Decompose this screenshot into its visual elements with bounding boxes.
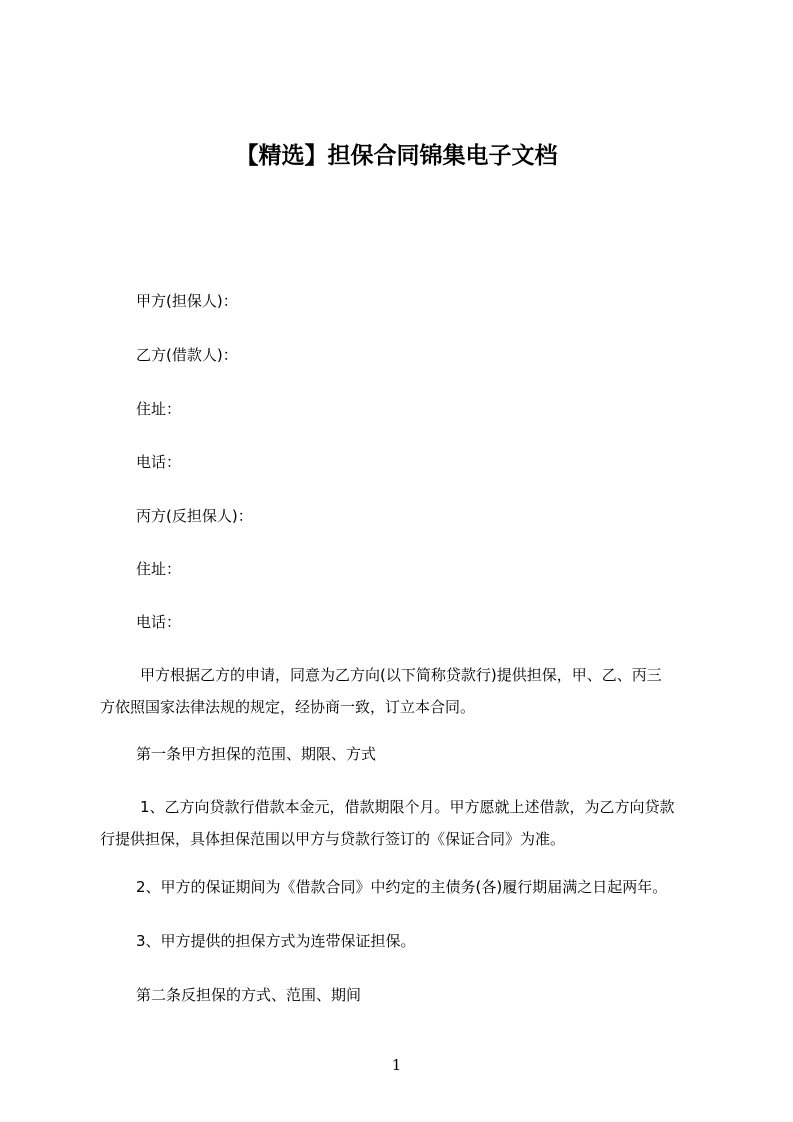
page-number: 1 xyxy=(391,1056,402,1074)
paragraph-line: 方依照国家法律法规的规定，经协商一致，订立本合同。 xyxy=(100,698,476,716)
paragraph-line: 1、乙方向贷款行借款本金元，借款期限个月。甲方愿就上述借款，为乙方向贷款 xyxy=(140,798,675,816)
clause-paragraph: 2、甲方的保证期间为《借款合同》中约定的主债务(各)履行期届满之日起两年。 xyxy=(136,878,668,896)
article-heading: 第一条甲方担保的范围、期限、方式 xyxy=(136,745,377,763)
article-heading: 第二条反担保的方式、范围、期间 xyxy=(136,986,362,1004)
address-field: 住址： xyxy=(136,560,182,578)
intro-paragraph xyxy=(100,659,710,723)
party-b-field: 乙方(借款人)： xyxy=(136,346,238,364)
party-c-field: 丙方(反担保人)： xyxy=(136,507,253,525)
phone-field: 电话： xyxy=(136,453,182,471)
paragraph-line: 甲方根据乙方的申请，同意为乙方向(以下简称贷款行)提供担保，甲、乙、丙三 xyxy=(140,666,662,684)
document-title: 【精选】担保合同锦集电子文档 xyxy=(235,143,558,169)
paragraph-line: 行提供担保，具体担保范围以甲方与贷款行签订的《保证合同》为准。 xyxy=(100,830,566,848)
party-a-field: 甲方(担保人)： xyxy=(136,292,238,310)
phone-field: 电话： xyxy=(136,613,182,631)
clause-paragraph: 3、甲方提供的担保方式为连带保证担保。 xyxy=(136,932,416,950)
address-field: 住址： xyxy=(136,400,182,418)
clause-paragraph xyxy=(100,791,710,855)
